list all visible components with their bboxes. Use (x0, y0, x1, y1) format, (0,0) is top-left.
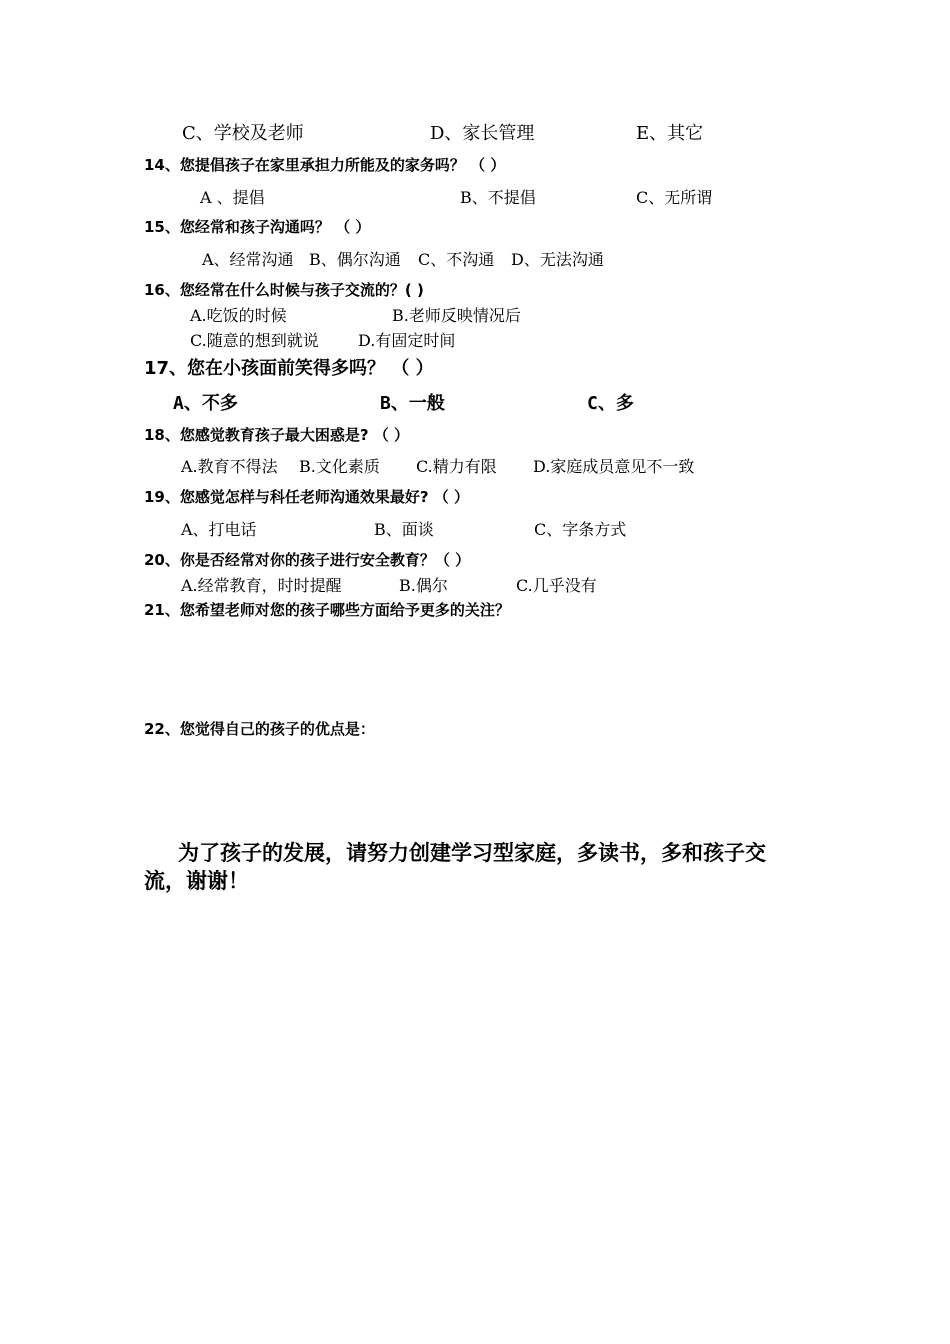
q13-option-c[interactable]: C、学校及老师 (182, 123, 304, 144)
closing-line-2: 流，谢谢！ (144, 869, 249, 893)
q18-option-b[interactable]: B.文化素质 (299, 457, 380, 476)
question-22: 22、您觉得自己的孩子的优点是： (144, 720, 375, 738)
closing-line-1: 为了孩子的发展，请努力创建学习型家庭，多读书，多和孩子交 (178, 841, 766, 865)
question-20: 20、你是否经常对你的孩子进行安全教育？（ ） (144, 551, 471, 569)
q14-option-b[interactable]: B、不提倡 (460, 188, 536, 207)
q19-option-c[interactable]: C、字条方式 (534, 520, 627, 539)
q20-option-c[interactable]: C.几乎没有 (516, 576, 597, 595)
q16-option-a[interactable]: A.吃饭的时候 (190, 306, 287, 325)
question-21: 21、您希望老师对您的孩子哪些方面给予更多的关注？ (144, 601, 510, 619)
q18-option-a[interactable]: A.教育不得法 (181, 457, 278, 476)
q16-option-b[interactable]: B.老师反映情况后 (392, 306, 521, 325)
q13-option-d[interactable]: D、家长管理 (430, 123, 535, 144)
q20-option-b[interactable]: B.偶尔 (399, 576, 448, 595)
q15-option-c[interactable]: C、不沟通 (418, 250, 495, 269)
q15-option-b[interactable]: B、偶尔沟通 (309, 250, 401, 269)
q15-option-a[interactable]: A、经常沟通 (202, 250, 294, 269)
question-17: 17、您在小孩面前笑得多吗？ （ ） (144, 358, 434, 379)
q18-option-d[interactable]: D.家庭成员意见不一致 (533, 457, 695, 476)
q14-option-c[interactable]: C、无所谓 (636, 188, 713, 207)
q17-option-b[interactable]: B、一般 (380, 393, 445, 414)
question-18: 18、您感觉教育孩子最大困惑是? （ ） (144, 426, 410, 444)
q20-option-a[interactable]: A.经常教育，时时提醒 (181, 576, 342, 595)
question-14: 14、您提倡孩子在家里承担力所能及的家务吗？ （ ） (144, 156, 506, 174)
q19-option-b[interactable]: B、面谈 (374, 520, 434, 539)
q18-option-c[interactable]: C.精力有限 (416, 457, 497, 476)
question-15: 15、您经常和孩子沟通吗？ （ ） (144, 218, 371, 236)
q17-option-a[interactable]: A、不多 (173, 393, 238, 414)
question-16: 16、您经常在什么时候与孩子交流的？( ) (144, 281, 424, 299)
q15-option-d[interactable]: D、无法沟通 (511, 250, 604, 269)
q14-option-a[interactable]: A 、提倡 (200, 188, 265, 207)
q13-option-e[interactable]: E、其它 (636, 123, 704, 144)
q16-option-d[interactable]: D.有固定时间 (358, 331, 456, 350)
q16-option-c[interactable]: C.随意的想到就说 (190, 331, 319, 350)
q17-option-c[interactable]: C、多 (587, 393, 634, 414)
q19-option-a[interactable]: A、打电话 (181, 520, 257, 539)
question-19: 19、您感觉怎样与科任老师沟通效果最好? （ ） (144, 488, 470, 506)
